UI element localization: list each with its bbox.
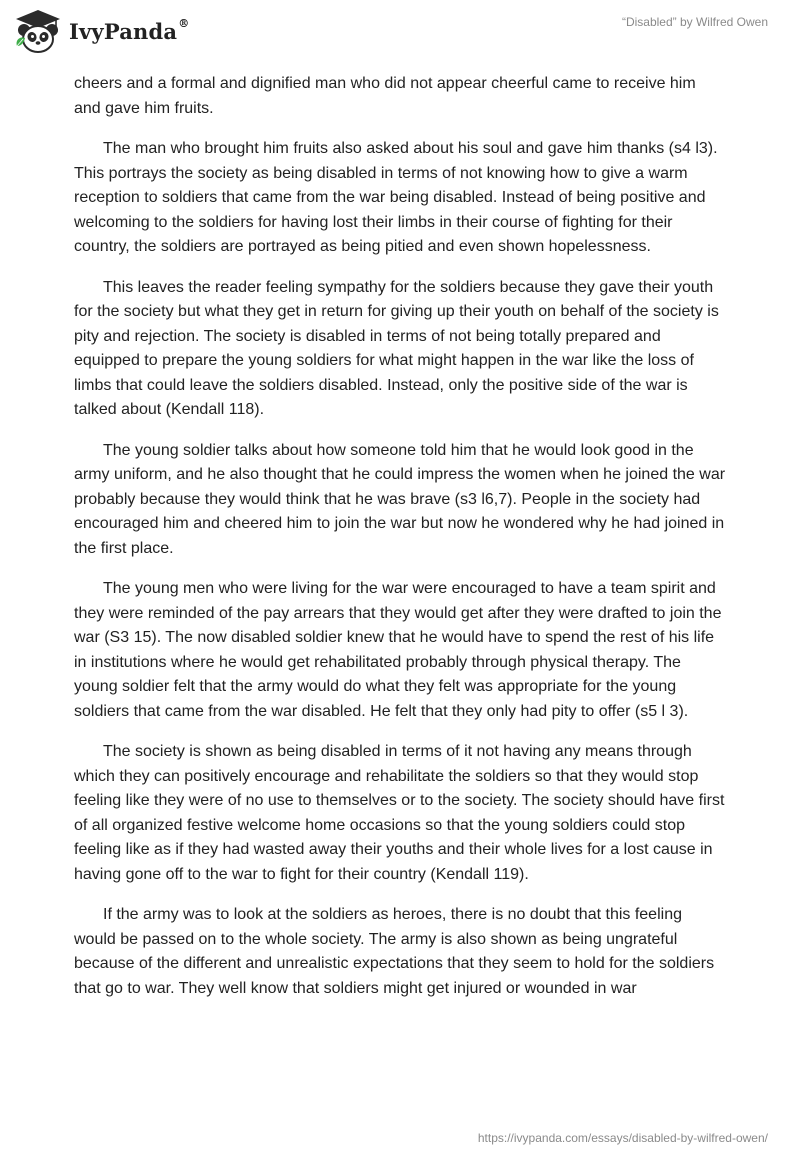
source-url[interactable]: https://ivypanda.com/essays/disabled-by-wilfred-owen/ [477, 1131, 768, 1145]
paragraph: The man who brought him fruits also asked about his soul and gave him thanks (s4 l3). This portrays the society as being disabled in terms of not knowing how to give a warm reception to soldiers that came from the war being disabled. Instead of being positive and welcoming to the soldiers for having lost their limbs in their course of fighting for their country, the soldiers are portrayed as being pitied and even shown hopelessness. [74, 140, 718, 255]
paragraph: cheers and a formal and dignified man who did not appear cheerful came to receive him and gave him fruits. [74, 75, 696, 117]
paragraph: This leaves the reader feeling sympathy for the soldiers because they gave their youth for the society but what they get in return for giving up their youth on behalf of the society is pity and rejection. The society is disabled in terms of not being totally prepared and equipped to prepare the young soldiers for what might happen in the war like the loss of limbs that could leave the soldiers disabled. Instead, only the positive side of the war is talked about (Kendall 118). [74, 278, 719, 418]
panda-logo-icon [14, 8, 62, 54]
registered-mark: ® [178, 16, 190, 30]
paragraph: If the army was to look at the soldiers as heroes, there is no doubt that this feeling would be passed on to the whole society. The army is also shown as being ungrateful because of the different and unrealistic expectations that they seem to hold for the soldiers that go to war. They well know that soldiers might get injured or wounded in war [74, 906, 715, 997]
paragraph: The society is shown as being disabled in terms of it not having any means through which they can positively encourage and rehabilitate the soldiers so that they would stop feeling like they were of no use to themselves or to the society. The society should have first of all organized festive welcome home occasions so that the young soldiers could stop feeling like as if they had wasted away their youths and their whole lives for a lost cause in having gone off to the war to fight for their country (Kendall 119). [74, 743, 725, 883]
paragraph: The young men who were living for the war were encouraged to have a team spirit and they were reminded of the pay arrears that they would get after they were drafted to join the war (S3 15). The now disabled soldier knew that he would have to spend the rest of his life in institutions where he would get rehabilitated probably through physical therapy. The young soldier felt that the army would do what they felt was appropriate for the young soldiers that came from the war disabled. He felt that they only had pity to offer (s5 l 3). [74, 580, 722, 720]
logo-text: IvyPanda® [69, 16, 190, 44]
document-title: “Disabled” by Wilfred Owen [621, 15, 768, 29]
essay-body [74, 72, 726, 1017]
page-header [0, 0, 800, 64]
ivypanda-logo[interactable] [14, 8, 189, 54]
paragraph: The young soldier talks about how someone told him that he would look good in the army uniform, and he also thought that he could impress the women when he joined the war probably because they would think that he was brave (s3 l6,7). People in the society had encouraged him and cheered him to join the war but now he wondered why he had joined in the first place. [74, 441, 726, 557]
